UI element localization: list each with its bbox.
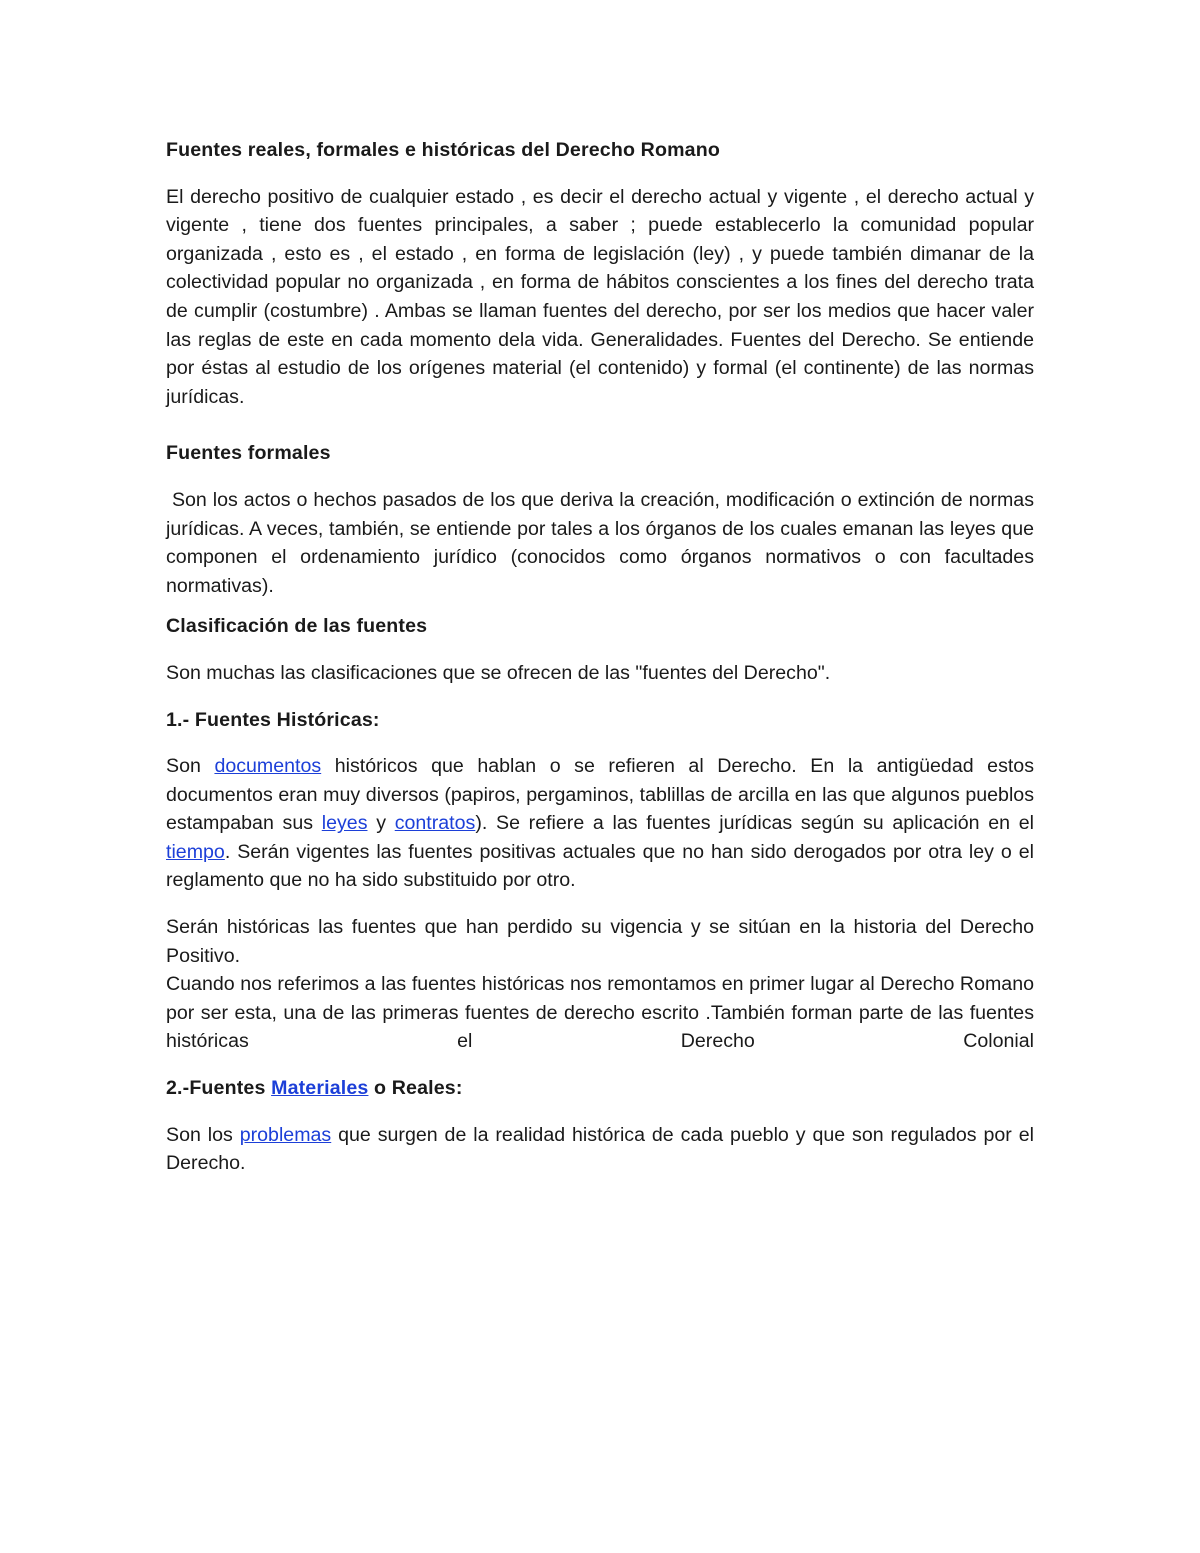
- link-leyes[interactable]: leyes: [321, 812, 368, 835]
- heading-fuentes-formales: Fuentes formales: [166, 442, 331, 465]
- materiales-heading-b: o Reales:: [368, 1077, 463, 1100]
- heading-fuentes-historicas: 1.- Fuentes Históricas:: [166, 708, 380, 731]
- materiales-text-b: que surgen de la realidad histórica de cada pueblo y que son regulados por el Derecho.: [166, 1123, 1034, 1175]
- historicas-paragraph-2: Serán históricas las fuentes que han perdido su vigencia y se sitúan en la historia del Derecho Positivo.: [166, 916, 1034, 967]
- document-title: Fuentes reales, formales e históricas del Derecho Romano: [166, 139, 720, 161]
- materiales-text-a: Son los: [166, 1123, 240, 1146]
- heading-clasificacion: Clasificación de las fuentes: [166, 615, 428, 638]
- materiales-paragraph: [166, 1121, 1034, 1178]
- link-problemas[interactable]: problemas: [239, 1123, 332, 1146]
- formales-paragraph: Son los actos o hechos pasados de los que deriva la creación, modificación o extinción de normas jurídicas. A veces, también, se entiende por tales a los órganos de los cuales emanan las leyes que componen el ordenamiento jurídico (conocidos como órganos normativos o con facultades normativas).: [166, 488, 1040, 597]
- historicas-text-e: . Serán vigentes las fuentes positivas actuales que no han sido derogados por otra ley o el reglamento que no ha sido substituido por otro.: [166, 840, 1034, 892]
- link-documentos[interactable]: documentos: [214, 755, 322, 778]
- clasificacion-paragraph: Son muchas las clasificaciones que se ofrecen de las "fuentes del Derecho".: [166, 661, 831, 684]
- historicas-text-d: ). Se refiere a las fuentes jurídicas según su aplicación en el: [475, 812, 1034, 835]
- link-materiales[interactable]: Materiales: [271, 1077, 369, 1100]
- document-page: [166, 136, 1040, 1178]
- intro-paragraph: El derecho positivo de cualquier estado , es decir el derecho actual y vigente , el derecho actual y vigente , tiene dos fuentes principales, a saber ; puede establecerlo la comunidad popular organizada , esto es , el estado , en forma de legislación (ley) , y puede también dimanar de la colectividad popular no organizada , en forma de hábitos conscientes a los fines del derecho trata de cumplir (costumbre) . Ambas se llaman fuentes del derecho, por ser los medios que hacer valer las reglas de este en cada momento dela vida. Generalidades. Fuentes del Derecho. Se entiende por éstas al estudio de los orígenes material (el contenido) y formal (el continente) de las normas jurídicas.: [166, 185, 1034, 408]
- historicas-text-a: Son: [166, 755, 215, 778]
- materiales-heading-a: 2.-Fuentes: [166, 1077, 272, 1100]
- historicas-paragraph: [166, 752, 1034, 895]
- historicas-text-b: históricos que hablan o se refieren al Derecho. En la antigüedad estos documentos eran muy diversos (papiros, pergaminos, tablillas de arcilla en las que algunos pueblos estampaban sus: [166, 755, 1035, 835]
- heading-fuentes-materiales: [166, 1074, 1034, 1103]
- historicas-text-c: y: [367, 812, 395, 835]
- historicas-paragraph-3: Cuando nos referimos a las fuentes históricas nos remontamos en primer lugar al Derecho Romano por ser esta, una de las primeras fuentes de derecho escrito .También forman parte de las fuentes históricas el Derecho Colonial: [166, 973, 1034, 1053]
- link-tiempo[interactable]: tiempo: [166, 840, 225, 863]
- link-contratos[interactable]: contratos: [394, 812, 476, 835]
